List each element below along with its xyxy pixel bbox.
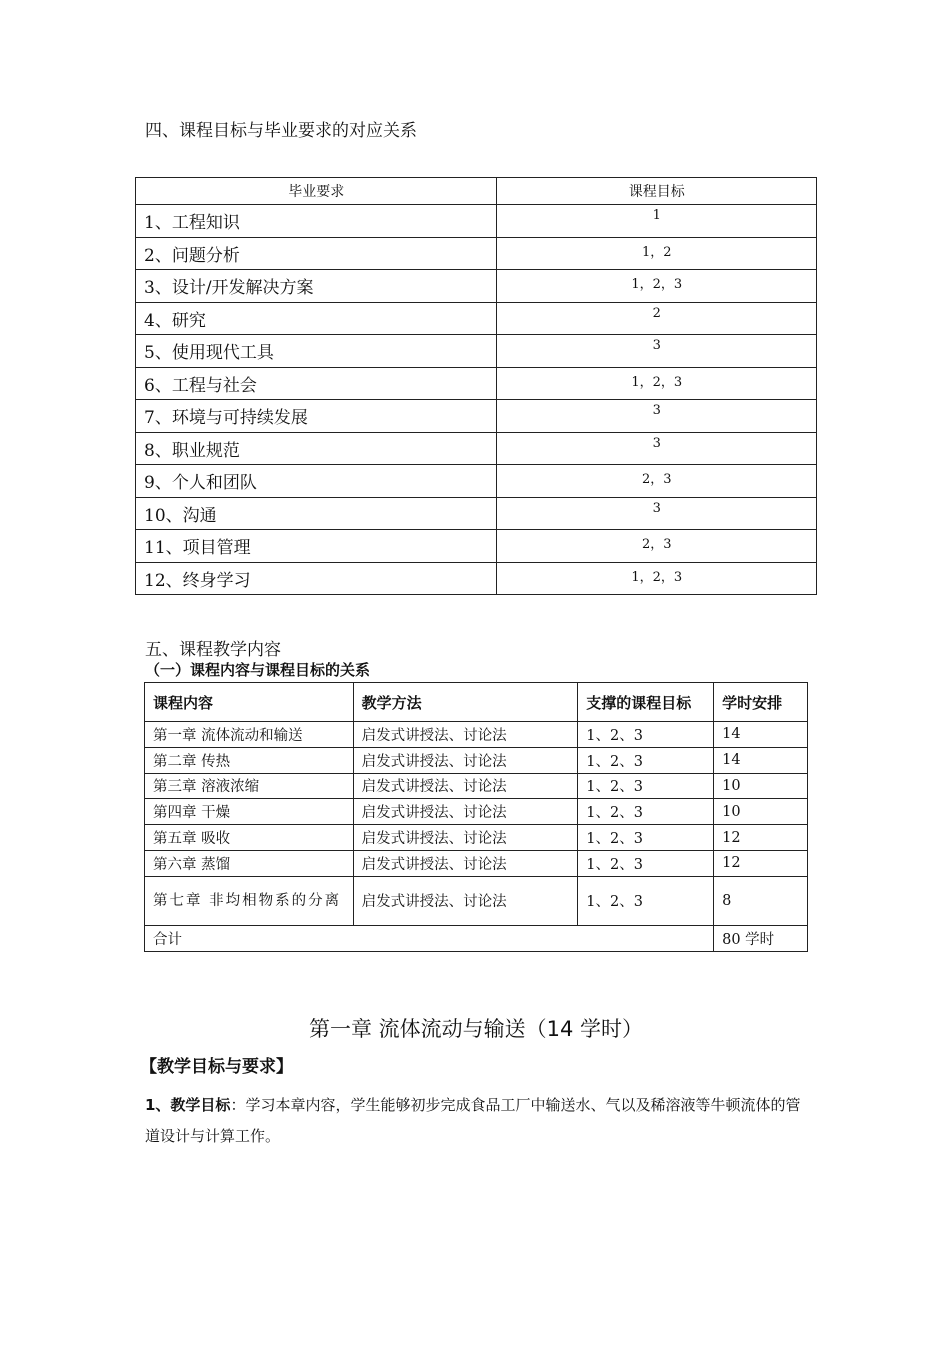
table-row (136, 205, 817, 238)
content-cell: 第五章 吸收 (145, 825, 354, 851)
requirement-cell: 9、个人和团队 (136, 465, 497, 498)
requirement-cell: 10、沟通 (136, 497, 497, 530)
goals-cell: 1、2、3 (578, 825, 714, 851)
total-hours-cell: 80 学时 (714, 925, 808, 951)
goal-cell: 2，3 (497, 530, 817, 563)
table-row (136, 530, 817, 563)
table-header-row (145, 683, 808, 722)
table-row (136, 367, 817, 400)
table-row (136, 270, 817, 303)
goals-heading: 【教学目标与要求】 (140, 1057, 293, 1077)
table-row (136, 497, 817, 530)
hours-cell: 14 (714, 722, 808, 748)
requirement-cell: 4、研究 (136, 302, 497, 335)
hours-cell: 12 (714, 825, 808, 851)
goal-cell: 3 (497, 432, 817, 465)
total-label-cell: 合计 (145, 925, 714, 951)
table-row (136, 237, 817, 270)
goal-cell: 3 (497, 400, 817, 433)
table-row (136, 335, 817, 368)
goal-cell: 1，2，3 (497, 562, 817, 595)
table-row (145, 722, 808, 748)
goal-cell: 3 (497, 497, 817, 530)
goal-cell: 1 (497, 205, 817, 238)
total-row (145, 925, 808, 951)
header-goals: 支撑的课程目标 (578, 683, 714, 722)
requirement-cell: 8、职业规范 (136, 432, 497, 465)
hours-cell: 8 (714, 876, 808, 925)
requirement-cell: 2、问题分析 (136, 237, 497, 270)
table-row (145, 876, 808, 925)
method-cell: 启发式讲授法、讨论法 (353, 722, 578, 748)
requirement-cell: 11、项目管理 (136, 530, 497, 563)
method-cell: 启发式讲授法、讨论法 (353, 799, 578, 825)
hours-cell: 10 (714, 799, 808, 825)
objective-paragraph (145, 1090, 805, 1152)
content-cell: 第三章 溶液浓缩 (145, 773, 354, 799)
goals-cell: 1、2、3 (578, 747, 714, 773)
content-cell: 第一章 流体流动和输送 (145, 722, 354, 748)
objective-text: ：学习本章内容，学生能够初步完成食品工厂中输送水、气以及稀溶液等牛顿流体的管道设计与计算工作。 (145, 1096, 801, 1145)
goal-cell: 1，2 (497, 237, 817, 270)
table-row (136, 400, 817, 433)
header-method: 教学方法 (353, 683, 578, 722)
hours-cell: 10 (714, 773, 808, 799)
header-content: 课程内容 (145, 683, 354, 722)
content-cell: 第六章 蒸馏 (145, 850, 354, 876)
goal-cell: 2，3 (497, 465, 817, 498)
table-row (145, 747, 808, 773)
goals-cell: 1、2、3 (578, 773, 714, 799)
table-row (136, 562, 817, 595)
goals-cell: 1、2、3 (578, 876, 714, 925)
table-row (136, 432, 817, 465)
method-cell: 启发式讲授法、讨论法 (353, 876, 578, 925)
requirement-cell: 7、环境与可持续发展 (136, 400, 497, 433)
section-5-title: 五、课程教学内容 (145, 640, 281, 660)
table-row (145, 799, 808, 825)
hours-cell: 12 (714, 850, 808, 876)
content-cell: 第七章 非均相物系的分离 (145, 876, 354, 925)
goal-cell: 1，2，3 (497, 270, 817, 303)
goals-cell: 1、2、3 (578, 722, 714, 748)
method-cell: 启发式讲授法、讨论法 (353, 773, 578, 799)
method-cell: 启发式讲授法、讨论法 (353, 825, 578, 851)
content-cell: 第四章 干燥 (145, 799, 354, 825)
content-cell: 第二章 传热 (145, 747, 354, 773)
table-row (136, 302, 817, 335)
method-cell: 启发式讲授法、讨论法 (353, 850, 578, 876)
goal-cell: 2 (497, 302, 817, 335)
requirements-table (135, 177, 817, 595)
requirement-cell: 1、工程知识 (136, 205, 497, 238)
section-4-title: 四、课程目标与毕业要求的对应关系 (145, 121, 417, 141)
requirement-cell: 5、使用现代工具 (136, 335, 497, 368)
objective-label: 1、教学目标 (145, 1096, 231, 1114)
header-course-goal: 课程目标 (497, 178, 817, 205)
chapter-title: 第一章 流体流动与输送（14 学时） (308, 1017, 644, 1041)
requirement-cell: 3、设计/开发解决方案 (136, 270, 497, 303)
header-requirement: 毕业要求 (136, 178, 497, 205)
requirement-cell: 12、终身学习 (136, 562, 497, 595)
method-cell: 启发式讲授法、讨论法 (353, 747, 578, 773)
header-hours: 学时安排 (714, 683, 808, 722)
table-row (145, 773, 808, 799)
table-row (145, 850, 808, 876)
goal-cell: 1，2，3 (497, 367, 817, 400)
table-row (145, 825, 808, 851)
goal-cell: 3 (497, 335, 817, 368)
subsection-1-title: （一）课程内容与课程目标的关系 (145, 661, 371, 679)
hours-cell: 14 (714, 747, 808, 773)
goals-cell: 1、2、3 (578, 850, 714, 876)
goals-cell: 1、2、3 (578, 799, 714, 825)
table-header-row (136, 178, 817, 205)
table-row (136, 465, 817, 498)
requirement-cell: 6、工程与社会 (136, 367, 497, 400)
content-table (144, 682, 808, 952)
